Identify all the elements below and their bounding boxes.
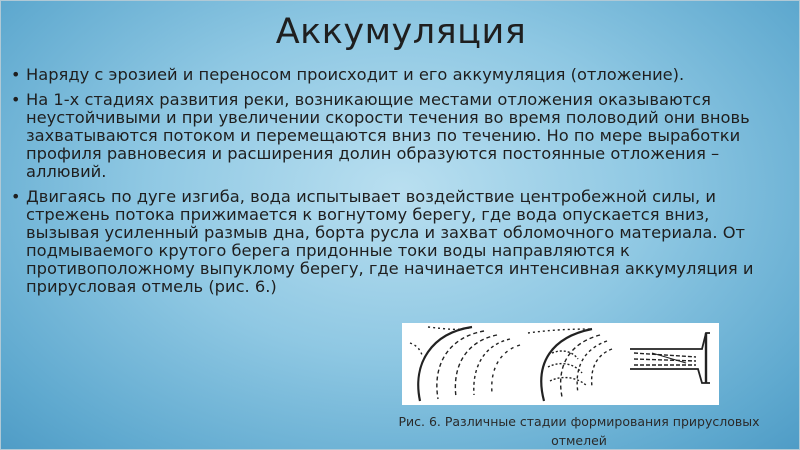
bullet-text: Двигаясь по дуге изгиба, вода испытывает воздействие центробежной силы, и стрежень потока прижимается к вогнутому берегу, где вода опускается вниз, вызывая усиленный размыв дна, борта русла и захват обломочного материала. От подмываемого крутого берега придонные токи воды направляются к противоположному выпуклому берегу, где начинается интенсивная аккумуляция и прирусловая отмель (рис. 6.) <box>26 187 754 296</box>
stage-2-sketch <box>528 329 612 401</box>
slide-body <box>11 66 786 303</box>
figure-drawing <box>402 323 719 405</box>
figure-sandbar-stages <box>402 323 719 405</box>
stage-1-sketch <box>410 327 520 401</box>
figure-caption: Рис. 6. Различные стадии формирования прирусловых отмелей <box>398 414 760 448</box>
bullet-text: Наряду с эрозией и переносом происходит и его аккумуляция (отложение). <box>26 65 685 84</box>
bullet-item <box>11 91 786 181</box>
slide-title: Аккумуляция <box>275 12 527 52</box>
bullet-item <box>11 188 786 296</box>
bullet-marker: • <box>11 65 21 84</box>
bullet-text: На 1-х стадиях развития реки, возникающие местами отложения оказываются неустойчивыми и при увеличении скорости течения во время половодий они вновь захватываются потоком и перемещаются вниз по течению. Но по мере выработки профиля равновесия и расширения долин образуются постоянные отложения – аллювий. <box>26 90 750 181</box>
bullet-marker: • <box>11 90 21 109</box>
bullet-marker: • <box>11 187 21 206</box>
stage-3-sketch <box>630 333 710 383</box>
bullet-item <box>11 66 786 84</box>
